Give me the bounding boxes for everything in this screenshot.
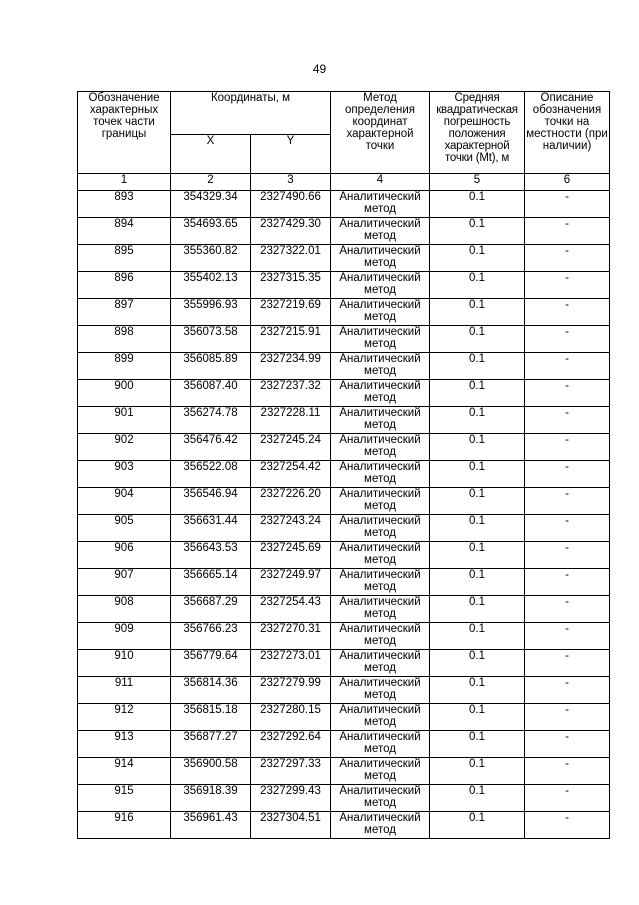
x-coordinate-cell: 355360.82 — [171, 245, 251, 272]
method-cell: Аналитический метод — [331, 191, 430, 218]
column-number: 2 — [171, 174, 251, 191]
error-cell: 0.1 — [430, 812, 525, 839]
header-coordinates: Координаты, м — [171, 92, 331, 135]
column-number: 6 — [525, 174, 610, 191]
description-cell: - — [525, 515, 610, 542]
y-coordinate-cell: 2327273.01 — [251, 650, 331, 677]
table-row — [78, 596, 610, 623]
table-row — [78, 434, 610, 461]
method-cell: Аналитический метод — [331, 515, 430, 542]
error-cell: 0.1 — [430, 353, 525, 380]
table-row — [78, 488, 610, 515]
point-cell: 908 — [78, 596, 171, 623]
header-x: X — [171, 135, 251, 174]
page-number: 49 — [312, 62, 327, 76]
error-cell: 0.1 — [430, 758, 525, 785]
table-row — [78, 677, 610, 704]
point-cell: 912 — [78, 704, 171, 731]
description-cell: - — [525, 461, 610, 488]
table-row — [78, 650, 610, 677]
y-coordinate-cell: 2327270.31 — [251, 623, 331, 650]
y-coordinate-cell: 2327297.33 — [251, 758, 331, 785]
point-cell: 897 — [78, 299, 171, 326]
error-cell: 0.1 — [430, 677, 525, 704]
description-cell: - — [525, 380, 610, 407]
method-cell: Аналитический метод — [331, 785, 430, 812]
y-coordinate-cell: 2327299.43 — [251, 785, 331, 812]
error-cell: 0.1 — [430, 299, 525, 326]
point-cell: 904 — [78, 488, 171, 515]
method-cell: Аналитический метод — [331, 731, 430, 758]
y-coordinate-cell: 2327292.64 — [251, 731, 331, 758]
table-row — [78, 461, 610, 488]
point-cell: 903 — [78, 461, 171, 488]
table-row — [78, 353, 610, 380]
column-number: 1 — [78, 174, 171, 191]
description-cell: - — [525, 407, 610, 434]
method-cell: Аналитический метод — [331, 650, 430, 677]
table-row — [78, 272, 610, 299]
description-cell: - — [525, 758, 610, 785]
error-cell: 0.1 — [430, 704, 525, 731]
x-coordinate-cell: 356476.42 — [171, 434, 251, 461]
y-coordinate-cell: 2327243.24 — [251, 515, 331, 542]
point-cell: 898 — [78, 326, 171, 353]
y-coordinate-cell: 2327279.99 — [251, 677, 331, 704]
x-coordinate-cell: 356085.89 — [171, 353, 251, 380]
y-coordinate-cell: 2327254.42 — [251, 461, 331, 488]
table-row — [78, 569, 610, 596]
point-cell: 896 — [78, 272, 171, 299]
x-coordinate-cell: 356687.29 — [171, 596, 251, 623]
table-row — [78, 218, 610, 245]
y-coordinate-cell: 2327304.51 — [251, 812, 331, 839]
point-cell: 910 — [78, 650, 171, 677]
point-cell: 909 — [78, 623, 171, 650]
header-error: Средняя квадратическая погрешность положения характерной точки (Mt), м — [430, 92, 525, 174]
point-cell: 915 — [78, 785, 171, 812]
table-row — [78, 758, 610, 785]
error-cell: 0.1 — [430, 326, 525, 353]
column-number: 5 — [430, 174, 525, 191]
method-cell: Аналитический метод — [331, 353, 430, 380]
method-cell: Аналитический метод — [331, 569, 430, 596]
error-cell: 0.1 — [430, 515, 525, 542]
y-coordinate-cell: 2327322.01 — [251, 245, 331, 272]
description-cell: - — [525, 245, 610, 272]
x-coordinate-cell: 356546.94 — [171, 488, 251, 515]
point-cell: 913 — [78, 731, 171, 758]
point-cell: 901 — [78, 407, 171, 434]
method-cell: Аналитический метод — [331, 488, 430, 515]
method-cell: Аналитический метод — [331, 407, 430, 434]
header-point-designation: Обозначение характерных точек части границы — [78, 92, 171, 174]
x-coordinate-cell: 356815.18 — [171, 704, 251, 731]
error-cell: 0.1 — [430, 488, 525, 515]
method-cell: Аналитический метод — [331, 299, 430, 326]
point-cell: 893 — [78, 191, 171, 218]
point-cell: 906 — [78, 542, 171, 569]
y-coordinate-cell: 2327429.30 — [251, 218, 331, 245]
error-cell: 0.1 — [430, 461, 525, 488]
point-cell: 899 — [78, 353, 171, 380]
point-cell: 907 — [78, 569, 171, 596]
x-coordinate-cell: 356961.43 — [171, 812, 251, 839]
x-coordinate-cell: 356274.78 — [171, 407, 251, 434]
x-coordinate-cell: 356631.44 — [171, 515, 251, 542]
x-coordinate-cell: 356918.39 — [171, 785, 251, 812]
description-cell: - — [525, 785, 610, 812]
error-cell: 0.1 — [430, 569, 525, 596]
table-row — [78, 812, 610, 839]
y-coordinate-cell: 2327237.32 — [251, 380, 331, 407]
error-cell: 0.1 — [430, 380, 525, 407]
table-row — [78, 542, 610, 569]
table-row — [78, 704, 610, 731]
description-cell: - — [525, 191, 610, 218]
description-cell: - — [525, 353, 610, 380]
y-coordinate-cell: 2327245.69 — [251, 542, 331, 569]
description-cell: - — [525, 677, 610, 704]
table-row — [78, 785, 610, 812]
description-cell: - — [525, 326, 610, 353]
point-cell: 916 — [78, 812, 171, 839]
table-row — [78, 515, 610, 542]
header-row — [78, 92, 610, 135]
error-cell: 0.1 — [430, 245, 525, 272]
x-coordinate-cell: 355996.93 — [171, 299, 251, 326]
method-cell: Аналитический метод — [331, 596, 430, 623]
method-cell: Аналитический метод — [331, 380, 430, 407]
y-coordinate-cell: 2327219.69 — [251, 299, 331, 326]
method-cell: Аналитический метод — [331, 434, 430, 461]
y-coordinate-cell: 2327280.15 — [251, 704, 331, 731]
description-cell: - — [525, 569, 610, 596]
point-cell: 905 — [78, 515, 171, 542]
method-cell: Аналитический метод — [331, 245, 430, 272]
table-row — [78, 407, 610, 434]
description-cell: - — [525, 434, 610, 461]
error-cell: 0.1 — [430, 623, 525, 650]
method-cell: Аналитический метод — [331, 758, 430, 785]
y-coordinate-cell: 2327226.20 — [251, 488, 331, 515]
column-number: 4 — [331, 174, 430, 191]
y-coordinate-cell: 2327315.35 — [251, 272, 331, 299]
y-coordinate-cell: 2327490.66 — [251, 191, 331, 218]
x-coordinate-cell: 356779.64 — [171, 650, 251, 677]
x-coordinate-cell: 354693.65 — [171, 218, 251, 245]
x-coordinate-cell: 356665.14 — [171, 569, 251, 596]
header-y: Y — [251, 135, 331, 174]
error-cell: 0.1 — [430, 650, 525, 677]
method-cell: Аналитический метод — [331, 704, 430, 731]
method-cell: Аналитический метод — [331, 218, 430, 245]
method-cell: Аналитический метод — [331, 623, 430, 650]
x-coordinate-cell: 356766.23 — [171, 623, 251, 650]
description-cell: - — [525, 623, 610, 650]
error-cell: 0.1 — [430, 542, 525, 569]
point-cell: 894 — [78, 218, 171, 245]
description-cell: - — [525, 542, 610, 569]
point-cell: 911 — [78, 677, 171, 704]
x-coordinate-cell: 356900.58 — [171, 758, 251, 785]
table-row — [78, 326, 610, 353]
error-cell: 0.1 — [430, 596, 525, 623]
column-numbers-row — [78, 174, 610, 191]
y-coordinate-cell: 2327245.24 — [251, 434, 331, 461]
table-row — [78, 731, 610, 758]
description-cell: - — [525, 812, 610, 839]
x-coordinate-cell: 356073.58 — [171, 326, 251, 353]
point-cell: 914 — [78, 758, 171, 785]
description-cell: - — [525, 218, 610, 245]
x-coordinate-cell: 356877.27 — [171, 731, 251, 758]
boundary-points-table — [77, 91, 610, 839]
method-cell: Аналитический метод — [331, 812, 430, 839]
point-cell: 902 — [78, 434, 171, 461]
method-cell: Аналитический метод — [331, 542, 430, 569]
table-row — [78, 191, 610, 218]
method-cell: Аналитический метод — [331, 326, 430, 353]
table-row — [78, 299, 610, 326]
x-coordinate-cell: 355402.13 — [171, 272, 251, 299]
table-row — [78, 245, 610, 272]
table-row — [78, 380, 610, 407]
y-coordinate-cell: 2327215.91 — [251, 326, 331, 353]
y-coordinate-cell: 2327234.99 — [251, 353, 331, 380]
x-coordinate-cell: 354329.34 — [171, 191, 251, 218]
description-cell: - — [525, 488, 610, 515]
description-cell: - — [525, 650, 610, 677]
table-row — [78, 623, 610, 650]
y-coordinate-cell: 2327254.43 — [251, 596, 331, 623]
y-coordinate-cell: 2327228.11 — [251, 407, 331, 434]
description-cell: - — [525, 704, 610, 731]
header-description: Описание обозначения точки на местности (при наличии) — [525, 92, 610, 174]
error-cell: 0.1 — [430, 272, 525, 299]
method-cell: Аналитический метод — [331, 677, 430, 704]
point-cell: 895 — [78, 245, 171, 272]
x-coordinate-cell: 356643.53 — [171, 542, 251, 569]
description-cell: - — [525, 596, 610, 623]
description-cell: - — [525, 731, 610, 758]
x-coordinate-cell: 356522.08 — [171, 461, 251, 488]
point-cell: 900 — [78, 380, 171, 407]
column-number: 3 — [251, 174, 331, 191]
header-method: Метод определения координат характерной точки — [331, 92, 430, 174]
error-cell: 0.1 — [430, 218, 525, 245]
method-cell: Аналитический метод — [331, 272, 430, 299]
x-coordinate-cell: 356814.36 — [171, 677, 251, 704]
description-cell: - — [525, 299, 610, 326]
error-cell: 0.1 — [430, 191, 525, 218]
description-cell: - — [525, 272, 610, 299]
x-coordinate-cell: 356087.40 — [171, 380, 251, 407]
method-cell: Аналитический метод — [331, 461, 430, 488]
y-coordinate-cell: 2327249.97 — [251, 569, 331, 596]
error-cell: 0.1 — [430, 434, 525, 461]
error-cell: 0.1 — [430, 731, 525, 758]
error-cell: 0.1 — [430, 785, 525, 812]
error-cell: 0.1 — [430, 407, 525, 434]
